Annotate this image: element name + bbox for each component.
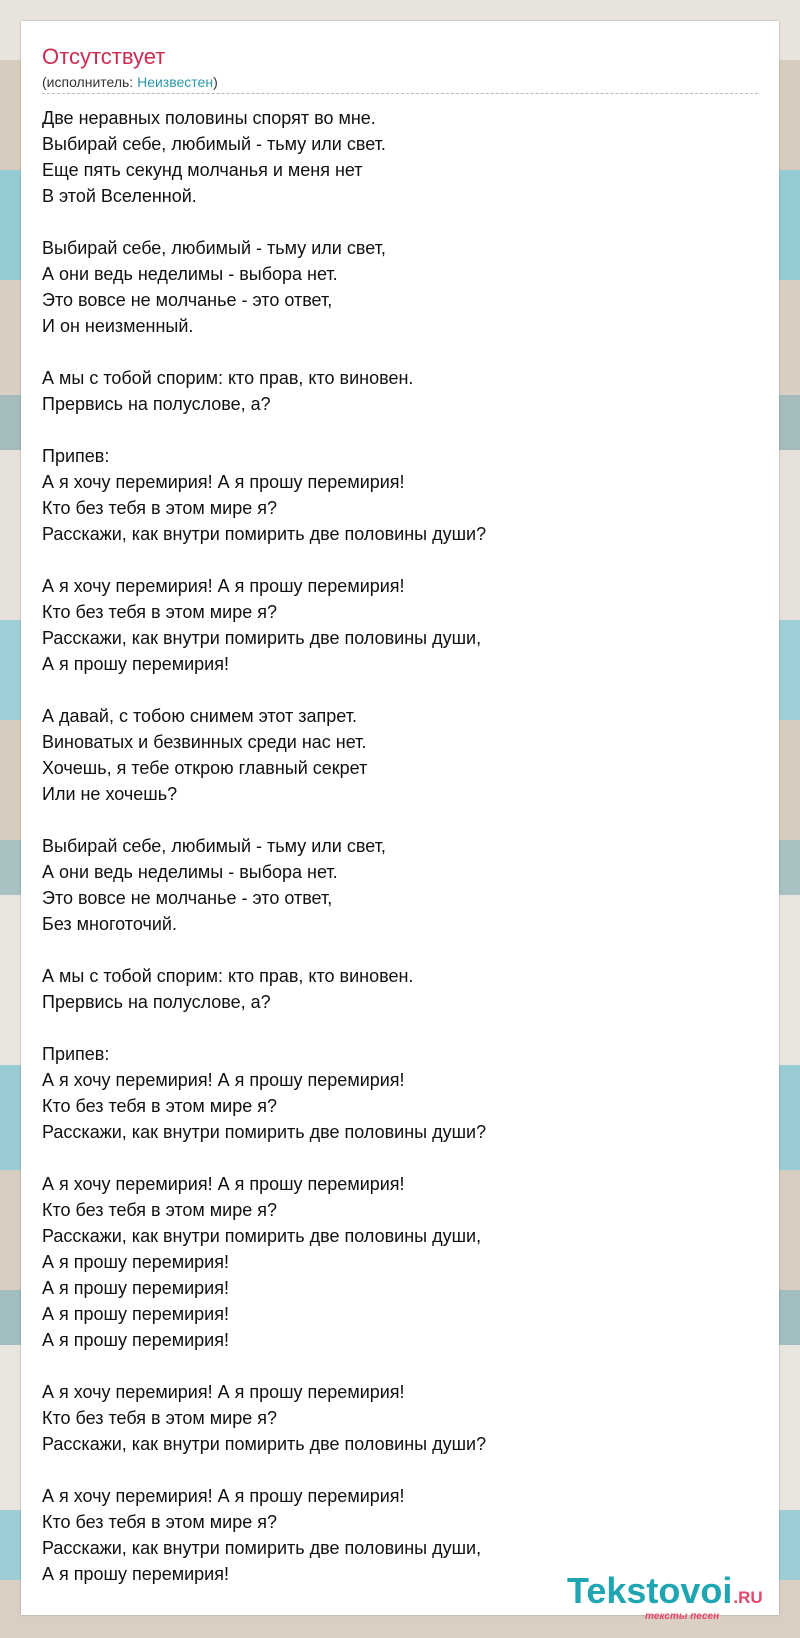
- lyric-line: Хочешь, я тебе открою главный секрет: [42, 758, 368, 778]
- lyric-line: Две неравных половины спорят во мне.: [42, 108, 376, 128]
- lyric-line: Припев:: [42, 446, 110, 466]
- lyrics-card: [21, 21, 779, 1622]
- lyric-line: Кто без тебя в этом мире я?: [42, 1408, 278, 1428]
- lyric-line: А они ведь неделимы - выбора нет.: [42, 862, 338, 882]
- lyric-line: А мы с тобой спорим: кто прав, кто виновен.: [42, 368, 414, 388]
- lyric-line: Кто без тебя в этом мире я?: [42, 1200, 278, 1220]
- lyric-blank-line: [42, 1015, 758, 1041]
- lyric-blank-line: [42, 807, 758, 833]
- lyric-line: Еще пять секунд молчанья и меня нет: [42, 160, 363, 180]
- lyric-line: А я прошу перемирия!: [42, 654, 229, 674]
- lyric-line: А я хочу перемирия! А я прошу перемирия!: [42, 472, 405, 492]
- lyric-line: Это вовсе не молчанье - это ответ,: [42, 888, 333, 908]
- song-header: [42, 43, 758, 94]
- lyric-line: Прервись на полуслове, а?: [42, 992, 271, 1012]
- lyric-line: Расскажи, как внутри помирить две половины души?: [42, 1434, 487, 1454]
- lyric-line: А я прошу перемирия!: [42, 1304, 229, 1324]
- lyric-line: А я хочу перемирия! А я прошу перемирия!: [42, 1070, 405, 1090]
- lyric-line: А я хочу перемирия! А я прошу перемирия!: [42, 576, 405, 596]
- lyric-blank-line: [42, 209, 758, 235]
- lyric-line: Виноватых и безвинных среди нас нет.: [42, 732, 367, 752]
- logo-domain: .RU: [733, 1588, 763, 1607]
- lyric-line: Расскажи, как внутри помирить две половины души,: [42, 1226, 482, 1246]
- lyric-line: А давай, с тобою снимем этот запрет.: [42, 706, 357, 726]
- song-title: Отсутствует: [42, 44, 166, 69]
- lyric-blank-line: [42, 547, 758, 573]
- lyric-line: А я хочу перемирия! А я прошу перемирия!: [42, 1382, 405, 1402]
- lyric-line: Припев:: [42, 1044, 110, 1064]
- lyric-line: Это вовсе не молчанье - это ответ,: [42, 290, 333, 310]
- lyric-line: Кто без тебя в этом мире я?: [42, 498, 278, 518]
- lyric-line: А я прошу перемирия!: [42, 1330, 229, 1350]
- lyric-line: Выбирай себе, любимый - тьму или свет,: [42, 238, 386, 258]
- lyric-blank-line: [42, 339, 758, 365]
- lyric-line: Расскажи, как внутри помирить две половины души?: [42, 1122, 487, 1142]
- lyric-line: А я хочу перемирия! А я прошу перемирия!: [42, 1486, 405, 1506]
- lyric-line: Без многоточий.: [42, 914, 177, 934]
- lyric-line: А я хочу перемирия! А я прошу перемирия!: [42, 1174, 405, 1194]
- artist-line: [42, 73, 758, 94]
- artist-suffix: ): [213, 74, 218, 90]
- lyric-line: Расскажи, как внутри помирить две половины души?: [42, 524, 487, 544]
- lyric-line: Прервись на полуслове, а?: [42, 394, 271, 414]
- lyric-line: Кто без тебя в этом мире я?: [42, 1096, 278, 1116]
- lyric-blank-line: [42, 1353, 758, 1379]
- lyric-line: А они ведь неделимы - выбора нет.: [42, 264, 338, 284]
- lyric-line: А я прошу перемирия!: [42, 1278, 229, 1298]
- lyric-line: Выбирай себе, любимый - тьму или свет.: [42, 134, 386, 154]
- lyric-blank-line: [42, 417, 758, 443]
- site-logo[interactable]: [567, 1571, 767, 1626]
- lyrics-body: [42, 105, 758, 1587]
- lyric-line: А я прошу перемирия!: [42, 1564, 229, 1584]
- artist-link[interactable]: Неизвестен: [137, 74, 214, 90]
- lyric-line: Расскажи, как внутри помирить две половины души,: [42, 628, 482, 648]
- lyric-line: Кто без тебя в этом мире я?: [42, 602, 278, 622]
- lyric-line: Или не хочешь?: [42, 784, 178, 804]
- lyric-line: Расскажи, как внутри помирить две половины души,: [42, 1538, 482, 1558]
- lyric-blank-line: [42, 677, 758, 703]
- lyric-line: И он неизменный.: [42, 316, 194, 336]
- lyric-blank-line: [42, 937, 758, 963]
- lyric-line: А я прошу перемирия!: [42, 1252, 229, 1272]
- logo-tagline: тексты песен: [645, 1611, 720, 1622]
- logo-name: Tekstovoi: [567, 1570, 733, 1611]
- lyric-line: Выбирай себе, любимый - тьму или свет,: [42, 836, 386, 856]
- lyric-line: В этой Вселенной.: [42, 186, 197, 206]
- artist-prefix: (исполнитель:: [42, 74, 138, 90]
- lyric-blank-line: [42, 1145, 758, 1171]
- lyric-blank-line: [42, 1457, 758, 1483]
- lyric-line: Кто без тебя в этом мире я?: [42, 1512, 278, 1532]
- lyric-line: А мы с тобой спорим: кто прав, кто виновен.: [42, 966, 414, 986]
